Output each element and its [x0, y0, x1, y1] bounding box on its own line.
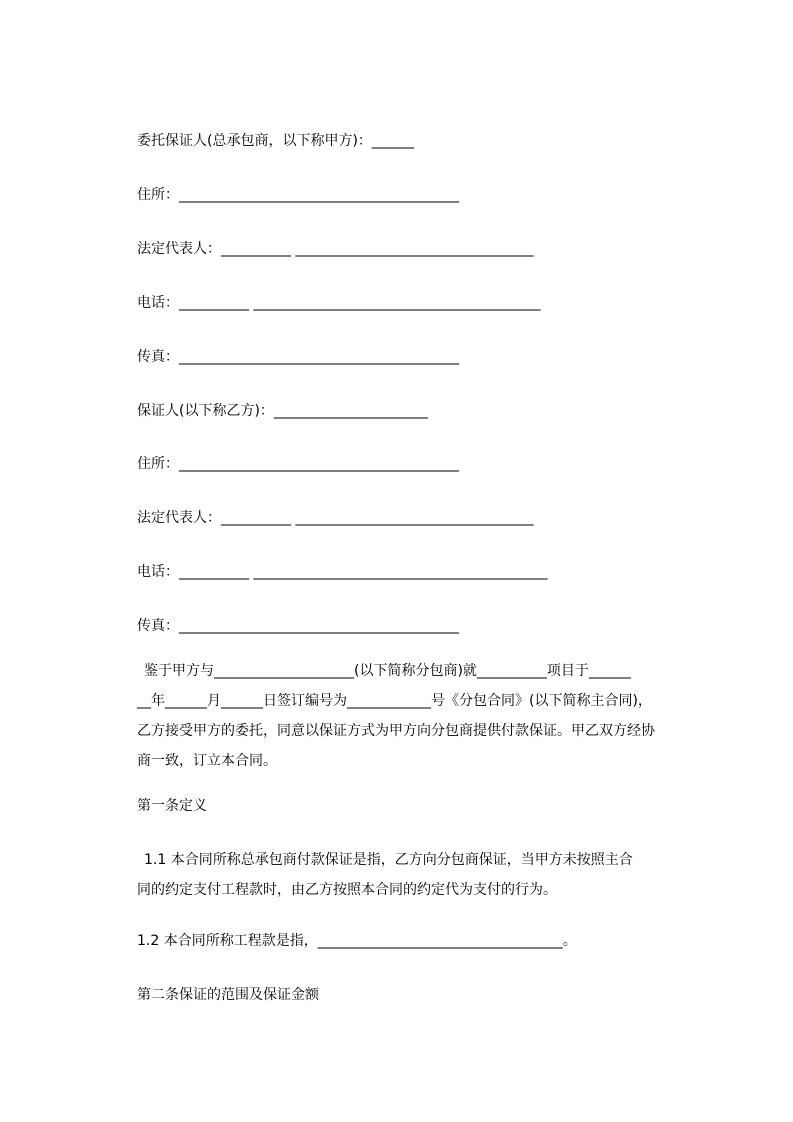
clause-1-1 — [137, 845, 704, 905]
preamble-paragraph — [137, 656, 704, 776]
article-1-heading: 第一条定义 — [137, 798, 207, 814]
clause-1-1-line-2: 同的约定支付工程款时，由乙方按照本合同的约定代为支付的行为。 — [137, 882, 557, 898]
party-a-title: 委托保证人(总承包商，以下称甲方)：______ — [137, 133, 414, 149]
party-a-legal-rep: 法定代表人：__________ __________________________________ — [137, 241, 534, 257]
clause-1-2: 1.2 本合同所称工程款是指，___________________________________。 — [137, 933, 577, 949]
party-b-fax: 传真：________________________________________ — [137, 618, 459, 634]
preamble-line-4: 商一致，订立本合同。 — [137, 753, 277, 769]
party-a-address: 住所：________________________________________ — [137, 187, 459, 203]
article-2-heading: 第二条保证的范围及保证金额 — [137, 987, 319, 1003]
party-b-phone: 电话：__________ __________________________________________ — [137, 564, 548, 580]
preamble-line-3: 乙方接受甲方的委托，同意以保证方式为甲方向分包商提供付款保证。甲乙双方经协 — [137, 723, 655, 739]
preamble-line-1: 鉴于甲方与____________________(以下简称分包商)就__________项目于______ — [144, 663, 631, 679]
party-b-address: 住所：________________________________________ — [137, 456, 459, 472]
preamble-line-2: __年______月______日签订编号为____________号《分包合同》(以下简称主合同)， — [137, 693, 652, 709]
clause-1-1-line-1: 1.1 本合同所称总承包商付款保证是指，乙方向分包商保证，当甲方未按照主合 — [144, 852, 633, 868]
party-b-legal-rep: 法定代表人：__________ __________________________________ — [137, 510, 534, 526]
party-b-title: 保证人(以下称乙方)：______________________ — [137, 403, 428, 419]
party-a-fax: 传真：________________________________________ — [137, 349, 459, 365]
party-a-phone: 电话：__________ _________________________________________ — [137, 295, 541, 311]
